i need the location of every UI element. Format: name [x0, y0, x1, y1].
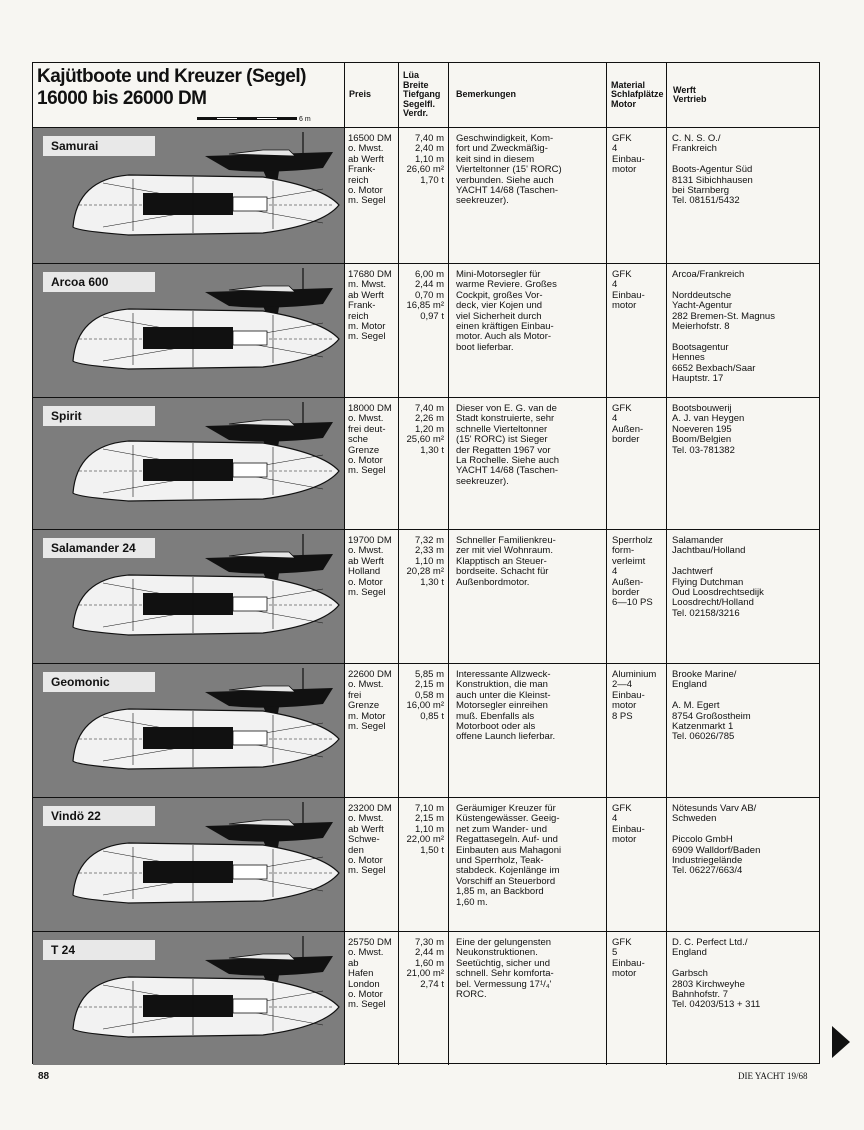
boat-row [33, 529, 819, 663]
magazine-issue: DIE YACHT 19/68 [738, 1071, 808, 1081]
header-preis: Preis [345, 63, 399, 127]
boat-row [33, 931, 819, 1065]
bemerkungen-cell: Interessante Allzweck- Konstruktion, die man auch unter die Kleinst- Motorsegler einreihen muß. Ebenfalls als Motorboot oder als offene Launch lieferbar. [449, 664, 607, 797]
title-box [33, 63, 345, 127]
page-subtitle: 16000 bis 26000 DM [37, 88, 207, 109]
deck-plan [73, 441, 339, 501]
bemerkungen-cell: Geschwindigkeit, Kom- fort und Zweckmäßig- keit sind in diesem Vierteltonner (15' RORC) verbunden. Siehe auch YACHT 14/68 (Taschen- seekreuzer). [449, 128, 607, 263]
masse-cell: 6,00 m 2,44 m 0,70 m 16,85 m² 0,97 t [399, 264, 449, 397]
boat-image-cell [33, 264, 345, 397]
next-page-arrow-icon [832, 1026, 850, 1058]
boat-row [33, 263, 819, 397]
werft-cell: Salamander Jachtbau/Holland Jachtwerf Flying Dutchman Oud Loosdrechtsedijk Loosdrecht/Holland Tel. 02158/3216 [672, 535, 764, 619]
masse-cell: 7,40 m 2,26 m 1,20 m 25,60 m² 1,30 t [399, 398, 449, 529]
preis-cell: 18000 DM o. Mwst. frei deut- sche Grenze o. Motor m. Segel [345, 398, 399, 529]
boat-row [33, 127, 819, 263]
boat-row [33, 397, 819, 529]
werft-cell: C. N. S. O./ Frankreich Boots-Agentur Süd 8131 Sibichhausen bei Starnberg Tel. 08151/5432 [672, 133, 753, 207]
deck-plan [73, 843, 339, 903]
material-cell: GFK 4 Einbau- motor [607, 798, 667, 931]
boat-image-cell [33, 398, 345, 529]
werft-cell: D. C. Perfect Ltd./ England Garbsch 2803 Kirchweyhe Bahnhofstr. 7 Tel. 04203/513 + 311 [672, 937, 761, 1011]
bemerkungen-cell: Geräumiger Kreuzer für Küstengewässer. Geeig- net zum Wander- und Regattasegeln. Auf- und Einbauten aus Mahagoni und Sperrholz, Teak- stabdeck. Kojenlänge im Vorschiff an Steuerbord 1,85 m, an Backbord 1,60 m. [449, 798, 607, 931]
preis-cell: 25750 DM o. Mwst. ab Hafen London o. Motor m. Segel [345, 932, 399, 1065]
boat-name: Salamander 24 [43, 538, 155, 558]
boat-name: Geomonic [43, 672, 155, 692]
masse-cell: 5,85 m 2,15 m 0,58 m 16,00 m² 0,85 t [399, 664, 449, 797]
bemerkungen-cell: Dieser von E. G. van de Stadt konstruierte, sehr schnelle Vierteltonner (15' RORC) ist Sieger der Regatten 1967 vor La Rochelle. Siehe auch YACHT 14/68 (Taschen- seekreuzer). [449, 398, 607, 529]
material-cell: Sperrholz form- verleimt 4 Außen- border 6—10 PS [607, 530, 667, 663]
preis-cell: 17680 DM m. Mwst. ab Werft Frank- reich m. Motor m. Segel [345, 264, 399, 397]
werft-cell: Nötesunds Varv AB/ Schweden Piccolo GmbH 6909 Walldorf/Baden Industriegelände Tel. 06227/663/4 [672, 803, 761, 877]
preis-cell: 23200 DM o. Mwst. ab Werft Schwe- den o. Motor m. Segel [345, 798, 399, 931]
comparison-table [32, 62, 820, 1064]
scale-label: 6 m [299, 116, 311, 123]
deck-plan [73, 575, 339, 635]
bemerkungen-cell: Mini-Motorsegler für warme Reviere. Großes Cockpit, großes Vor- deck, vier Kojen und viel Sicherheit durch einen kräftigen Einbau- motor. Auch als Motor- boot lieferbar. [449, 264, 607, 397]
masse-cell: 7,40 m 2,40 m 1,10 m 26,60 m² 1,70 t [399, 128, 449, 263]
boat-image-cell [33, 932, 345, 1065]
boat-name: Samurai [43, 136, 155, 156]
preis-cell: 19700 DM o. Mwst. ab Werft Holland o. Motor m. Segel [345, 530, 399, 663]
boat-image-cell [33, 128, 345, 263]
boat-name: Arcoa 600 [43, 272, 155, 292]
page-number: 88 [38, 1071, 50, 1082]
werft-cell: Arcoa/Frankreich Norddeutsche Yacht-Agentur 282 Bremen-St. Magnus Meierhofstr. 8 Bootsagentur Hennes 6652 Bexbach/Saar Hauptstr. 17 [672, 269, 775, 385]
boat-name: Spirit [43, 406, 155, 426]
boat-row [33, 797, 819, 931]
masse-cell: 7,32 m 2,33 m 1,10 m 20,28 m² 1,30 t [399, 530, 449, 663]
deck-plan [73, 175, 339, 235]
material-cell: GFK 4 Außen- border [607, 398, 667, 529]
preis-cell: 22600 DM o. Mwst. frei Grenze m. Motor m. Segel [345, 664, 399, 797]
werft-cell: Brooke Marine/ England A. M. Egert 8754 Großostheim Katzenmarkt 1 Tel. 06026/785 [672, 669, 751, 743]
boat-row [33, 663, 819, 797]
deck-plan [73, 709, 339, 769]
header-masse: Lüa Breite Tiefgang Segelfl. Verdr. [399, 63, 449, 127]
masse-cell: 7,30 m 2,44 m 1,60 m 21,00 m² 2,74 t [399, 932, 449, 1065]
material-cell: GFK 5 Einbau- motor [607, 932, 667, 1065]
deck-plan [73, 309, 339, 369]
boat-name: Vindö 22 [43, 806, 155, 826]
header-material: Material Schlafplätze Motor [607, 63, 667, 127]
page-title: Kajütboote und Kreuzer (Segel) [37, 66, 306, 87]
material-cell: GFK 4 Einbau- motor [607, 128, 667, 263]
material-cell: Aluminium 2—4 Einbau- motor 8 PS [607, 664, 667, 797]
boat-image-cell [33, 530, 345, 663]
boat-name: T 24 [43, 940, 155, 960]
bemerkungen-cell: Schneller Familienkreu- zer mit viel Wohnraum. Klapptisch an Steuer- bordseite. Schacht für Außenbordmotor. [449, 530, 607, 663]
masse-cell: 7,10 m 2,15 m 1,10 m 22,00 m² 1,50 t [399, 798, 449, 931]
bemerkungen-cell: Eine der gelungensten Neukonstruktionen. Seetüchtig, sicher und schnell. Sehr komforta- bel. Vermessung 17¹/₄' RORC. [449, 932, 607, 1065]
material-cell: GFK 4 Einbau- motor [607, 264, 667, 397]
boat-image-cell [33, 664, 345, 797]
header-werft: Werft Vertrieb [673, 84, 707, 104]
boat-image-cell [33, 798, 345, 931]
scale-bar [197, 117, 315, 121]
preis-cell: 16500 DM o. Mwst. ab Werft Frank- reich o. Motor m. Segel [345, 128, 399, 263]
deck-plan [73, 977, 339, 1037]
header-bemerkungen: Bemerkungen [449, 63, 607, 127]
werft-cell: Bootsbouwerij A. J. van Heygen Noeveren 195 Boom/Belgien Tel. 03-781382 [672, 403, 745, 456]
